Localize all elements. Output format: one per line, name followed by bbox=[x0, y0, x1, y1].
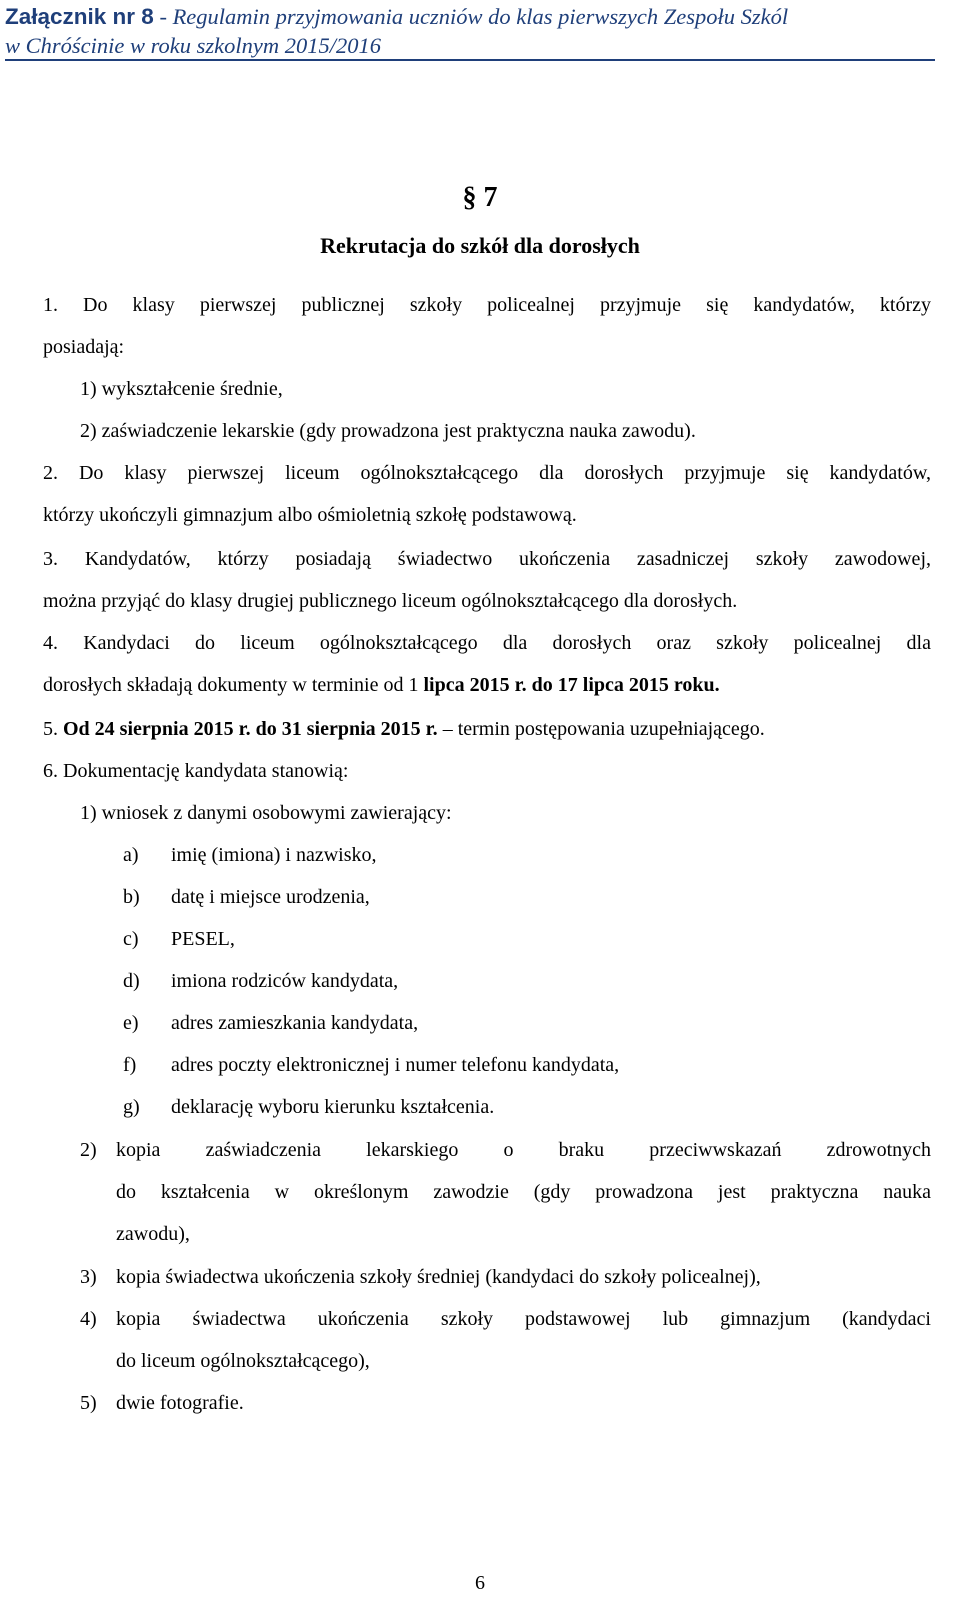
sub-text: datę i miejsce urodzenia, bbox=[171, 886, 370, 908]
sub-letter: f) bbox=[123, 1054, 137, 1076]
sub-letter: d) bbox=[123, 970, 140, 992]
header-title-line1: Regulamin przyjmowania uczniów do klas pierwszych Zespołu Szkól bbox=[172, 4, 789, 29]
p6-item5: dwie fotografie. bbox=[116, 1392, 244, 1414]
sub-text: adres zamieszkania kandydata, bbox=[171, 1012, 419, 1034]
p6-line1: 6. Dokumentację kandydata stanowią: bbox=[43, 760, 349, 782]
sub-letter: g) bbox=[123, 1096, 140, 1118]
sub-letter: c) bbox=[123, 928, 139, 950]
header-divider bbox=[5, 59, 935, 61]
p2-line1: 2. Do klasy pierwszej liceum ogólnokształcącego dla dorosłych przyjmuje się kandydatów, bbox=[43, 462, 931, 484]
sub-letter: a) bbox=[123, 844, 139, 866]
p2-line2: którzy ukończyli gimnazjum albo ośmioletnią szkołę podstawową. bbox=[43, 504, 577, 526]
p1-item2: 2) zaświadczenie lekarskie (gdy prowadzona jest praktyczna nauka zawodu). bbox=[80, 420, 696, 442]
sub-letter: b) bbox=[123, 886, 140, 908]
p6-item2-number: 2) bbox=[80, 1139, 97, 1161]
p6-item3-number: 3) bbox=[80, 1266, 97, 1288]
header-separator: - bbox=[153, 4, 173, 29]
sub-text: deklarację wyboru kierunku kształcenia. bbox=[171, 1096, 495, 1118]
p1-line1: 1. Do klasy pierwszej publicznej szkoły policealnej przyjmuje się kandydatów, którzy bbox=[43, 294, 931, 316]
p1-line2: posiadają: bbox=[43, 336, 125, 358]
sub-letter: e) bbox=[123, 1012, 139, 1034]
p3-line1: 3. Kandydatów, którzy posiadają świadectwo ukończenia zasadniczej szkoły zawodowej, bbox=[43, 548, 931, 570]
p6-item2-line1: kopia zaświadczenia lekarskiego o braku przeciwwskazań zdrowotnych bbox=[116, 1139, 931, 1161]
p6-item4-number: 4) bbox=[80, 1308, 97, 1330]
p4-line2 bbox=[43, 672, 720, 698]
sub-text: PESEL, bbox=[171, 928, 235, 950]
p6-item2-line3: zawodu), bbox=[116, 1223, 190, 1245]
section-number: § 7 bbox=[462, 182, 498, 213]
sub-text: imiona rodziców kandydata, bbox=[171, 970, 399, 992]
p1-item1: 1) wykształcenie średnie, bbox=[80, 378, 283, 400]
p5-line bbox=[43, 716, 765, 742]
p4-line2-text: dorosłych składają dokumenty w terminie od 1 bbox=[43, 674, 424, 696]
p5-dates: Od 24 sierpnia 2015 r. do 31 sierpnia 2015 r. bbox=[63, 718, 438, 740]
p3-line2: można przyjąć do klasy drugiej publicznego liceum ogólnokształcącego dla dorosłych. bbox=[43, 590, 738, 612]
page-header bbox=[5, 2, 955, 60]
p6-item1: 1) wniosek z danymi osobowymi zawierający: bbox=[80, 802, 452, 824]
p6-item4-line1: kopia świadectwa ukończenia szkoły podstawowej lub gimnazjum (kandydaci bbox=[116, 1308, 931, 1330]
p6-item3: kopia świadectwa ukończenia szkoły średniej (kandydaci do szkoły policealnej), bbox=[116, 1266, 761, 1288]
sub-text: adres poczty elektronicznej i numer telefonu kandydata, bbox=[171, 1054, 620, 1076]
p6-item2-line2: do kształcenia w określonym zawodzie (gdy prowadzona jest praktyczna nauka bbox=[116, 1181, 931, 1203]
p5-number: 5. bbox=[43, 718, 63, 740]
sub-text: imię (imiona) i nazwisko, bbox=[171, 844, 377, 866]
p5-text: – termin postępowania uzupełniającego. bbox=[437, 718, 765, 740]
page-number: 6 bbox=[475, 1572, 485, 1594]
header-label: Załącznik nr 8 bbox=[5, 4, 154, 29]
header-title-line2: w Chróścinie w roku szkolnym 2015/2016 bbox=[5, 33, 382, 58]
p4-line1: 4. Kandydaci do liceum ogólnokształcącego dla dorosłych oraz szkoły policealnej dla bbox=[43, 632, 931, 654]
section-title: Rekrutacja do szkół dla dorosłych bbox=[320, 233, 640, 258]
p6-item4-line2: do liceum ogólnokształcącego), bbox=[116, 1350, 370, 1372]
p4-line2-dates: lipca 2015 r. do 17 lipca 2015 roku. bbox=[423, 674, 720, 696]
p6-item5-number: 5) bbox=[80, 1392, 97, 1414]
